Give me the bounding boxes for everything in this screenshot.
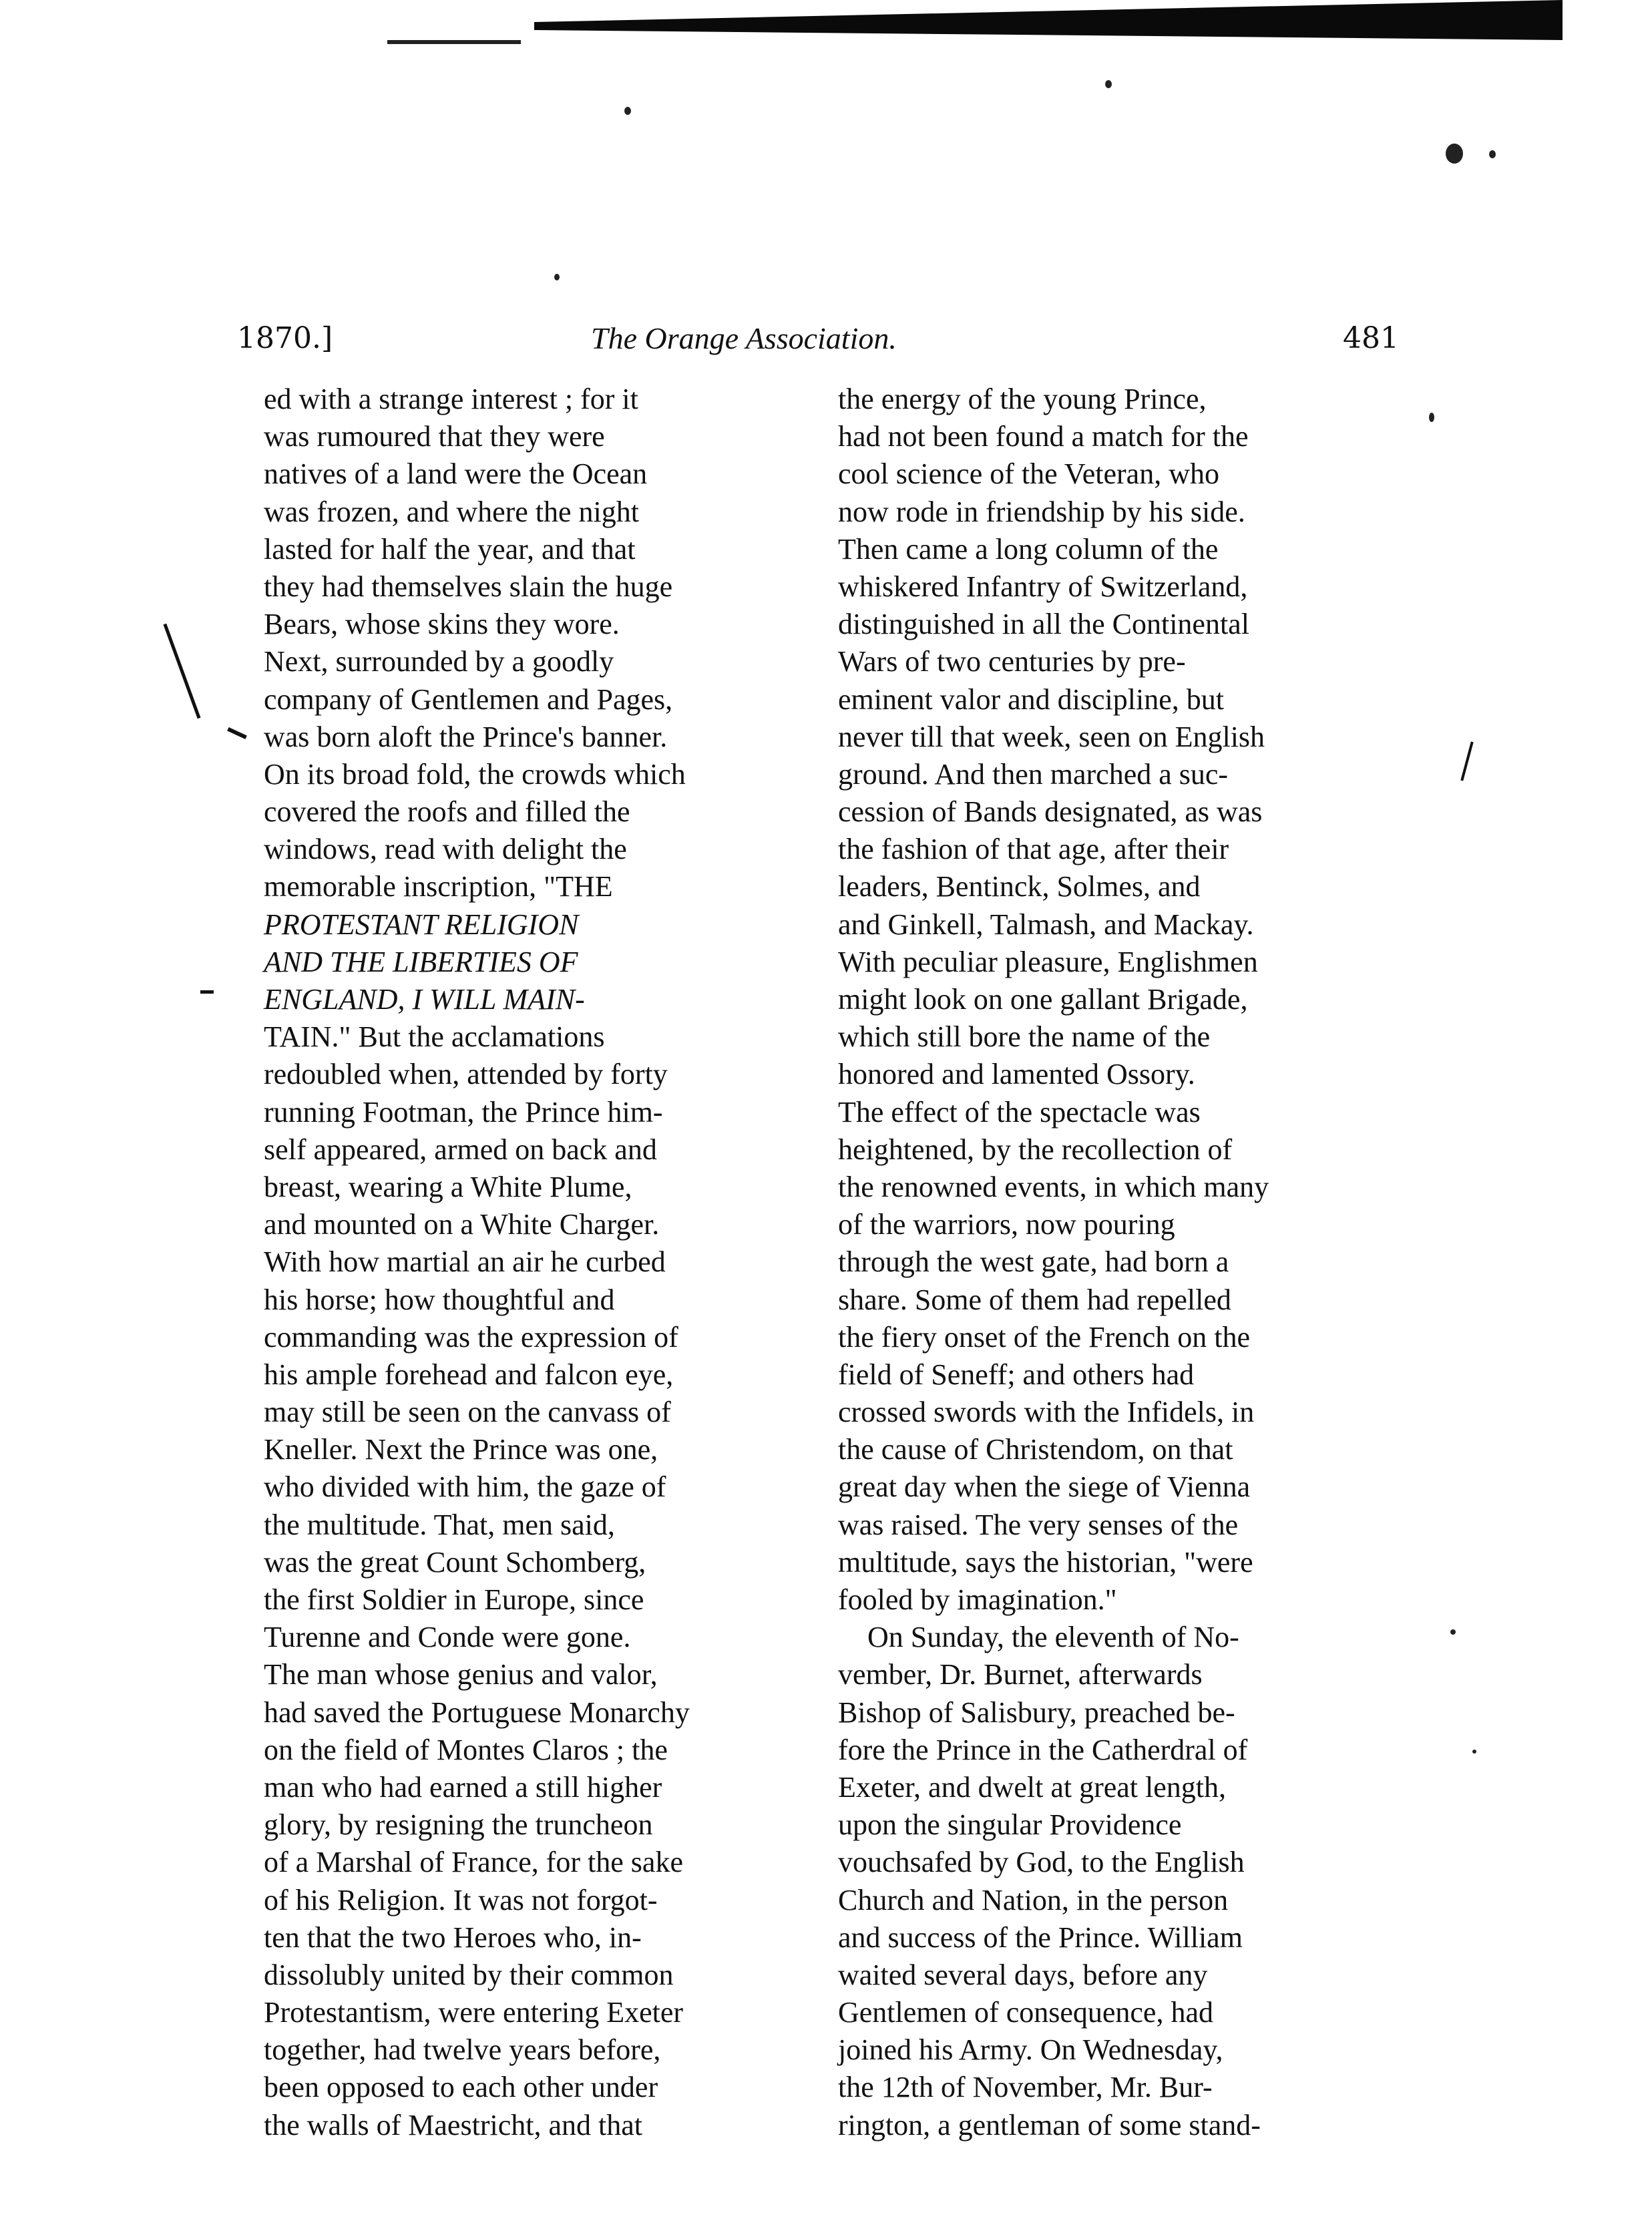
margin-bracket xyxy=(163,624,200,719)
scan-speck xyxy=(1472,1750,1476,1754)
text-line: crossed swords with the Infidels, in xyxy=(838,1396,1255,1429)
text-line: his horse; how thoughtful and xyxy=(264,1283,615,1316)
text-line: which still bore the name of the xyxy=(838,1020,1211,1054)
text-line: now rode in friendship by his side. xyxy=(838,495,1245,528)
text-line: was frozen, and where the night xyxy=(264,495,640,528)
text-line: Church and Nation, in the person xyxy=(838,1883,1229,1916)
text-line: Kneller. Next the Prince was one, xyxy=(264,1433,658,1466)
text-line: who divided with him, the gaze of xyxy=(264,1470,666,1504)
header-year: 1870.] xyxy=(237,321,333,355)
text-line: was the great Count Schomberg, xyxy=(264,1545,646,1579)
text-column-right xyxy=(838,381,1412,2144)
text-line: Then came a long column of the xyxy=(838,532,1219,566)
page-header xyxy=(237,315,1399,362)
text-line: may still be seen on the canvass of xyxy=(264,1396,671,1429)
scan-speck xyxy=(1446,144,1463,164)
text-line: on the field of Montes Claros ; the xyxy=(264,1733,668,1766)
text-line: been opposed to each other under xyxy=(264,2071,658,2104)
text-line: share. Some of them had repelled xyxy=(838,1283,1231,1316)
scan-speck xyxy=(624,107,631,115)
text-line: vember, Dr. Burnet, afterwards xyxy=(838,1658,1203,1691)
text-line: breast, wearing a White Plume, xyxy=(264,1170,632,1203)
text-line: and mounted on a White Charger. xyxy=(264,1208,660,1241)
text-line: Next, surrounded by a goodly xyxy=(264,645,614,678)
text-line: ground. And then marched a suc- xyxy=(838,757,1229,791)
scan-speck xyxy=(1105,80,1112,88)
margin-dash xyxy=(200,990,214,994)
text-line: Turenne and Conde were gone. xyxy=(264,1621,631,1654)
text-line: eminent valor and discipline, but xyxy=(838,682,1224,716)
text-line: through the west gate, had born a xyxy=(838,1245,1229,1279)
text-line: the energy of the young Prince, xyxy=(838,383,1207,415)
text-line: ed with a strange interest ; for it xyxy=(264,383,638,415)
text-line: together, had twelve years before, xyxy=(264,2033,661,2067)
text-line: rington, a gentleman of some stand- xyxy=(838,2108,1261,2142)
text-line: had saved the Portuguese Monarchy xyxy=(264,1695,690,1729)
text-line-italic: AND THE LIBERTIES OF xyxy=(264,945,578,978)
text-line: vouchsafed by God, to the English xyxy=(838,1846,1245,1879)
text-line-italic: PROTESTANT RELIGION xyxy=(264,907,579,941)
text-line: the cause of Christendom, on that xyxy=(838,1433,1233,1466)
text-line: windows, read with delight the xyxy=(264,833,627,866)
scan-speck xyxy=(554,274,560,280)
text-line: With how martial an air he curbed xyxy=(264,1245,666,1279)
text-line: was raised. The very senses of the xyxy=(838,1508,1239,1541)
text-line: On Sunday, the eleventh of No- xyxy=(838,1621,1239,1654)
text-line: multitude, says the historian, "were xyxy=(838,1545,1253,1579)
scan-edge-dash xyxy=(387,40,521,44)
text-line: glory, by resigning the truncheon xyxy=(264,1808,653,1842)
text-line: upon the singular Providence xyxy=(838,1808,1182,1842)
scan-speck xyxy=(1429,413,1434,422)
text-line: might look on one gallant Brigade, xyxy=(838,983,1248,1016)
text-line: the renowned events, in which many xyxy=(838,1170,1269,1203)
text-line: TAIN." But the acclamations xyxy=(264,1020,605,1054)
text-line: dissolubly united by their common xyxy=(264,1958,674,1991)
margin-arrow xyxy=(227,727,247,739)
text-line: heightened, by the recollection of xyxy=(838,1133,1233,1166)
text-line: cession of Bands designated, as was xyxy=(838,795,1263,829)
text-line: running Footman, the Prince him- xyxy=(264,1095,663,1129)
text-line: lasted for half the year, and that xyxy=(264,532,636,566)
text-line: they had themselves slain the huge xyxy=(264,570,673,603)
text-line: honored and lamented Ossory. xyxy=(838,1058,1195,1091)
text-line: the fashion of that age, after their xyxy=(838,833,1229,866)
text-line: joined his Army. On Wednesday, xyxy=(838,2033,1223,2067)
text-line: With peculiar pleasure, Englishmen xyxy=(838,945,1258,978)
text-line: the 12th of November, Mr. Bur- xyxy=(838,2071,1213,2104)
text-line: the fiery onset of the French on the xyxy=(838,1320,1251,1354)
scan-speck xyxy=(1450,1629,1456,1635)
scan-speck xyxy=(1489,150,1496,158)
text-line: never till that week, seen on English xyxy=(838,720,1265,753)
text-line: and success of the Prince. William xyxy=(838,1920,1243,1954)
text-line: Gentlemen of consequence, had xyxy=(838,1996,1213,2029)
text-line: of his Religion. It was not forgot- xyxy=(264,1883,658,1916)
text-line: the walls of Maestricht, and that xyxy=(264,2108,642,2142)
text-line: covered the roofs and filled the xyxy=(264,795,630,829)
text-line: of the warriors, now pouring xyxy=(838,1208,1175,1241)
text-line: whiskered Infantry of Switzerland, xyxy=(838,570,1248,603)
running-title: The Orange Association. xyxy=(591,321,897,355)
text-line: The effect of the spectacle was xyxy=(838,1095,1201,1129)
text-line: man who had earned a still higher xyxy=(264,1770,662,1804)
text-line: had not been found a match for the xyxy=(838,420,1249,453)
text-line: commanding was the expression of xyxy=(264,1320,678,1354)
text-line: was born aloft the Prince's banner. xyxy=(264,720,668,753)
text-line: memorable inscription, "THE xyxy=(264,870,613,903)
text-line: field of Seneff; and others had xyxy=(838,1358,1195,1391)
text-line: company of Gentlemen and Pages, xyxy=(264,682,673,716)
text-line: self appeared, armed on back and xyxy=(264,1133,657,1166)
text-line: waited several days, before any xyxy=(838,1958,1208,1991)
scan-edge-bar xyxy=(534,0,1563,40)
text-line: the multitude. That, men said, xyxy=(264,1508,615,1541)
text-line: redoubled when, attended by forty xyxy=(264,1058,668,1091)
text-line: leaders, Bentinck, Solmes, and xyxy=(838,870,1201,903)
text-line: the first Soldier in Europe, since xyxy=(264,1583,644,1616)
text-column-left xyxy=(264,381,838,2144)
text-line: Exeter, and dwelt at great length, xyxy=(838,1770,1227,1804)
text-line: was rumoured that they were xyxy=(264,420,605,453)
text-line: Bears, whose skins they wore. xyxy=(264,608,620,641)
text-line-italic: ENGLAND, I WILL MAIN- xyxy=(264,983,585,1016)
text-line: On its broad fold, the crowds which xyxy=(264,757,686,791)
text-line: Wars of two centuries by pre- xyxy=(838,645,1186,678)
text-line: cool science of the Veteran, who xyxy=(838,457,1219,491)
text-line: his ample forehead and falcon eye, xyxy=(264,1358,674,1391)
text-line: distinguished in all the Continental xyxy=(838,608,1249,641)
text-line: great day when the siege of Vienna xyxy=(838,1470,1251,1504)
text-line: ten that the two Heroes who, in- xyxy=(264,1920,642,1954)
text-line: Bishop of Salisbury, preached be- xyxy=(838,1695,1235,1729)
text-line: of a Marshal of France, for the sake xyxy=(264,1846,683,1879)
text-line: fore the Prince in the Catherdral of xyxy=(838,1733,1248,1766)
page-number: 481 xyxy=(1343,321,1399,355)
text-line: The man whose genius and valor, xyxy=(264,1658,658,1691)
margin-stroke xyxy=(1460,742,1473,781)
text-line: and Ginkell, Talmash, and Mackay. xyxy=(838,907,1254,941)
text-line: Protestantism, were entering Exeter xyxy=(264,1996,684,2029)
text-line: natives of a land were the Ocean xyxy=(264,457,648,491)
text-line: fooled by imagination." xyxy=(838,1583,1117,1616)
